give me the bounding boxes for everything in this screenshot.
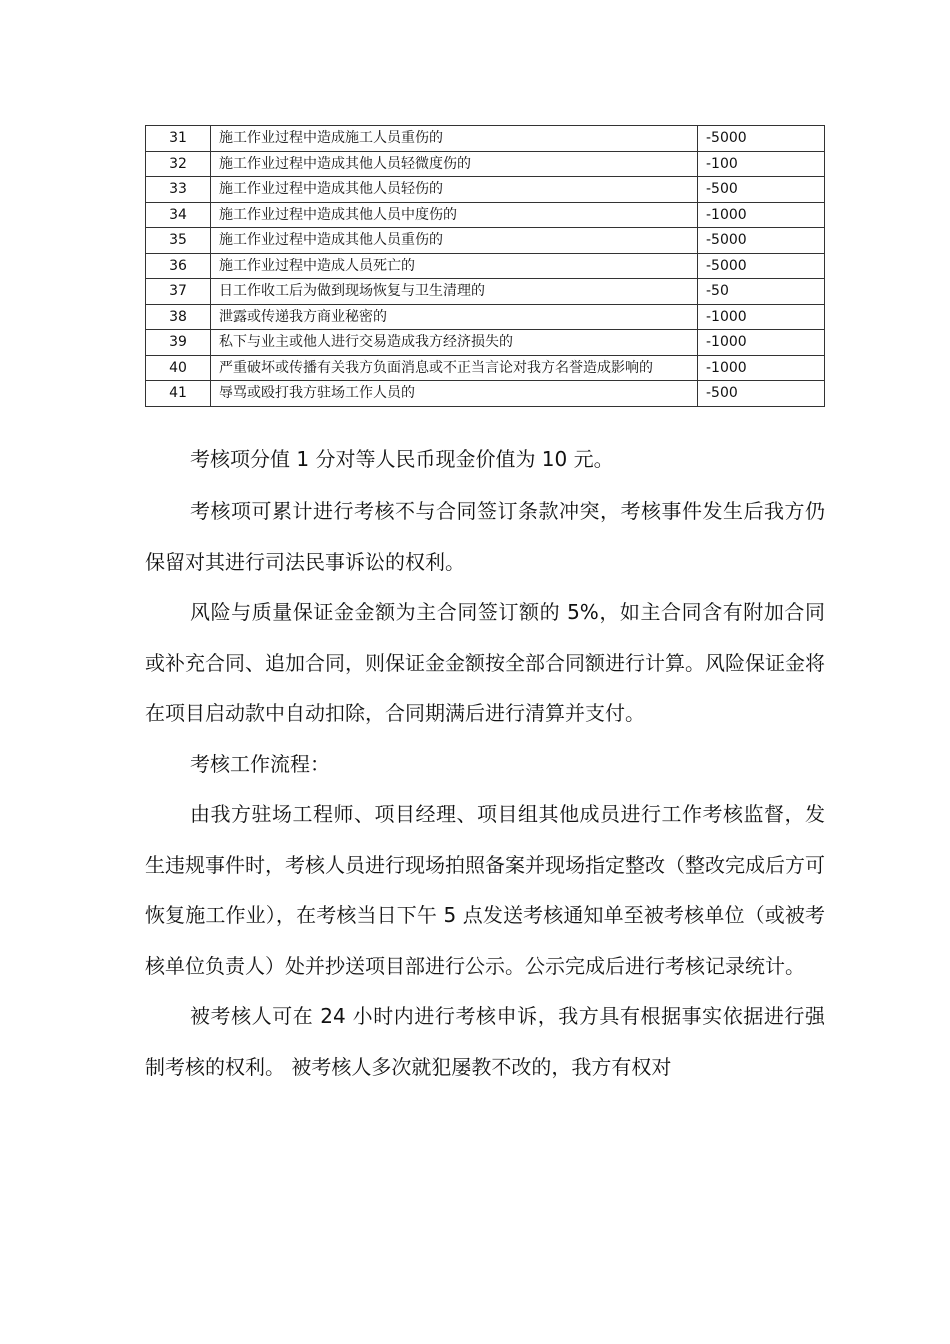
cell-desc: 施工作业过程中造成其他人员中度伤的	[211, 202, 698, 228]
cell-no: 40	[146, 355, 211, 381]
cell-desc: 私下与业主或他人进行交易造成我方经济损失的	[211, 330, 698, 356]
paragraph-process: 由我方驻场工程师、项目经理、项目组其他成员进行工作考核监督，发生违规事件时，考核人员进行现场拍照备案并现场指定整改（整改完成后方可恢复施工作业），在考核当日下午 5 点发送考核通知单至被考核单位（或被考核单位负责人）处并抄送项目部进行公示。公示完成后进行考核记录统计。	[145, 802, 825, 978]
cell-score: -5000	[698, 126, 825, 152]
table-row	[146, 202, 825, 228]
table-row	[146, 279, 825, 305]
cell-no: 37	[146, 279, 211, 305]
table-row	[146, 126, 825, 152]
cell-no: 32	[146, 151, 211, 177]
body-text	[145, 436, 825, 1092]
table-row	[146, 381, 825, 407]
table-row	[146, 177, 825, 203]
cell-no: 31	[146, 126, 211, 152]
cell-score: -500	[698, 381, 825, 407]
table-row	[146, 304, 825, 330]
cell-desc: 日工作收工后为做到现场恢复与卫生清理的	[211, 279, 698, 305]
cell-no: 34	[146, 202, 211, 228]
cell-score: -1000	[698, 304, 825, 330]
cell-score: -50	[698, 279, 825, 305]
paragraph-deposit: 风险与质量保证金金额为主合同签订额的 5%，如主合同含有附加合同或补充合同、追加合同，则保证金金额按全部合同额进行计算。风险保证金将在项目启动款中自动扣除，合同期满后进行清算并支付。	[145, 600, 825, 725]
cell-desc: 施工作业过程中造成其他人员轻微度伤的	[211, 151, 698, 177]
cell-no: 33	[146, 177, 211, 203]
paragraph-score-value: 考核项分值 1 分对等人民币现金价值为 10 元。	[190, 447, 614, 471]
cell-desc: 严重破坏或传播有关我方负面消息或不正当言论对我方名誉造成影响的	[211, 355, 698, 381]
penalty-table	[145, 125, 825, 407]
cell-score: -1000	[698, 355, 825, 381]
table-row	[146, 151, 825, 177]
cell-score: -1000	[698, 202, 825, 228]
cell-no: 35	[146, 228, 211, 254]
cell-score: -500	[698, 177, 825, 203]
cell-score: -1000	[698, 330, 825, 356]
cell-score: -5000	[698, 228, 825, 254]
table-row	[146, 355, 825, 381]
paragraph-process-heading: 考核工作流程：	[190, 751, 330, 776]
cell-desc: 泄露或传递我方商业秘密的	[211, 304, 698, 330]
cell-score: -100	[698, 151, 825, 177]
cell-desc: 施工作业过程中造成其他人员轻伤的	[211, 177, 698, 203]
cell-no: 41	[146, 381, 211, 407]
cell-no: 39	[146, 330, 211, 356]
cell-no: 38	[146, 304, 211, 330]
cell-desc: 施工作业过程中造成其他人员重伤的	[211, 228, 698, 254]
table-row	[146, 330, 825, 356]
cell-no: 36	[146, 253, 211, 279]
cell-score: -5000	[698, 253, 825, 279]
cell-desc: 辱骂或殴打我方驻场工作人员的	[211, 381, 698, 407]
paragraph-cumulative: 考核项可累计进行考核不与合同签订条款冲突，考核事件发生后我方仍保留对其进行司法民事诉讼的权利。	[145, 499, 825, 574]
table-row	[146, 253, 825, 279]
cell-desc: 施工作业过程中造成施工人员重伤的	[211, 126, 698, 152]
cell-desc: 施工作业过程中造成人员死亡的	[211, 253, 698, 279]
paragraph-appeal: 被考核人可在 24 小时内进行考核申诉，我方具有根据事实依据进行强制考核的权利。 被考核人多次就犯屡教不改的，我方有权对	[145, 1004, 825, 1079]
table-row	[146, 228, 825, 254]
